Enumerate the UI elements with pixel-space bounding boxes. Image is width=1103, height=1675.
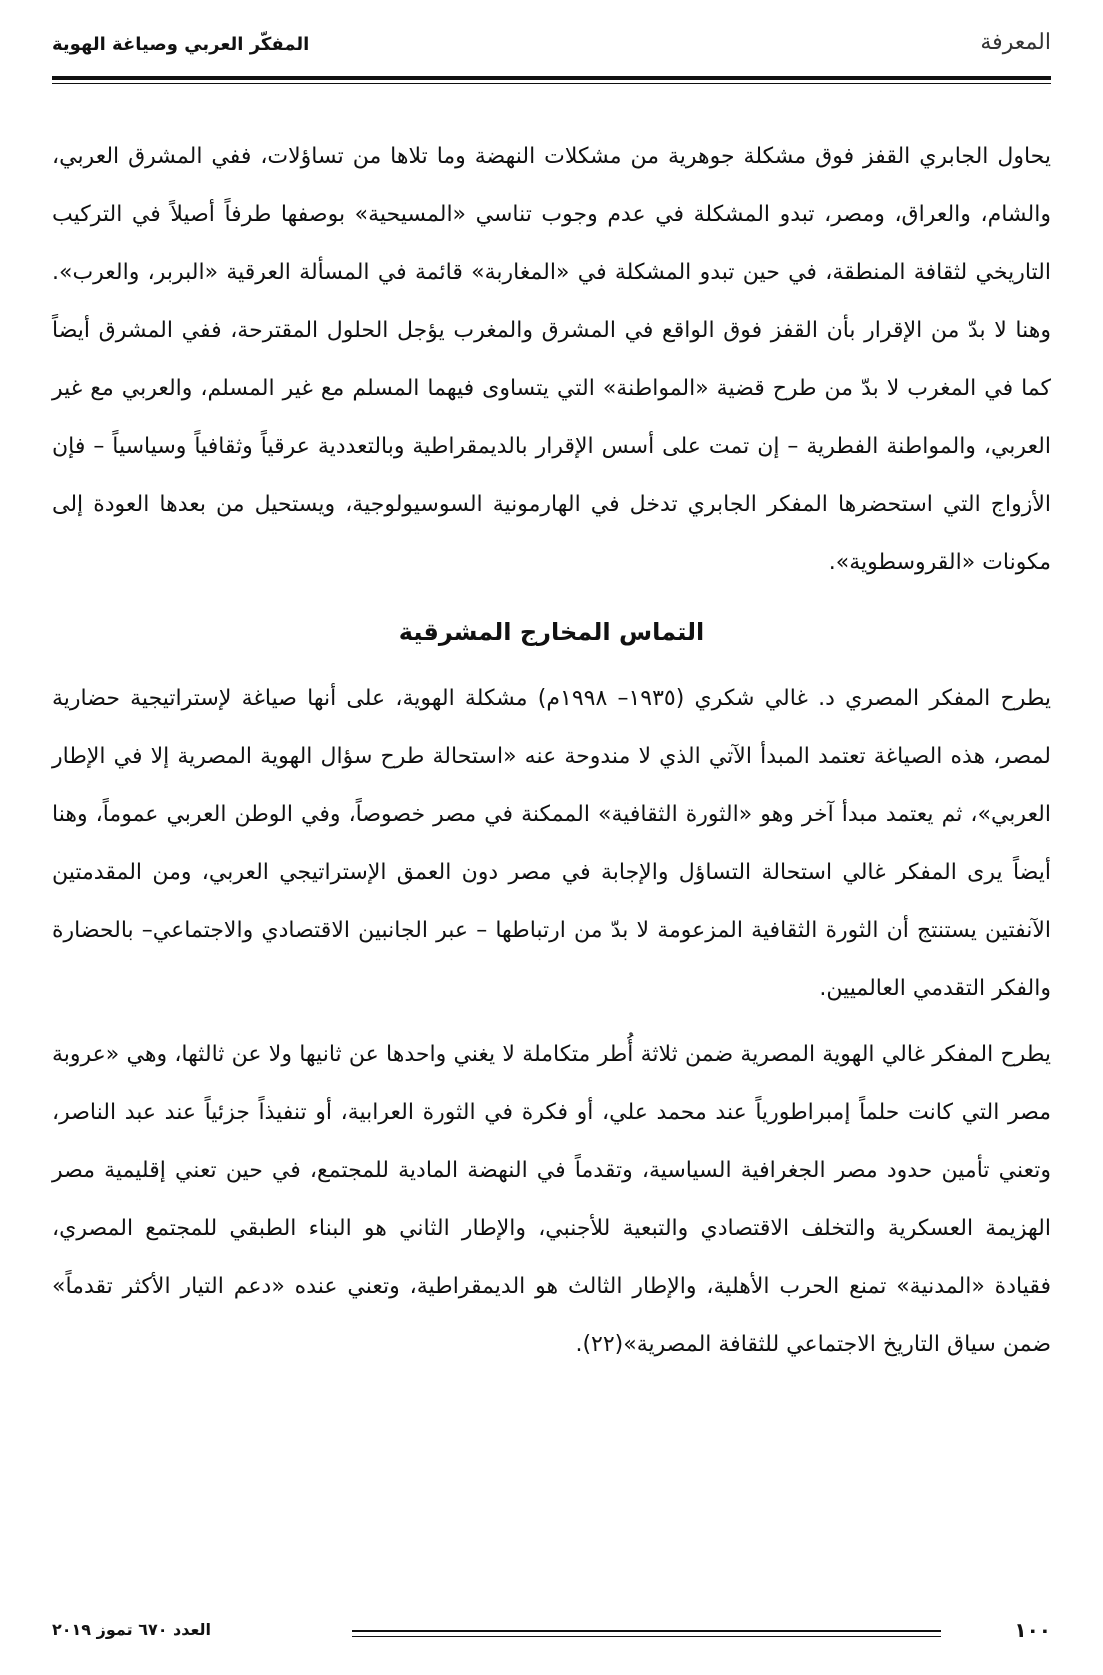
page-number: ١٠٠ [1014, 1618, 1051, 1642]
running-title: المفكّر العربي وصياغة الهوية [52, 34, 310, 55]
header-divider [52, 76, 1051, 80]
paragraph: يطرح المفكر المصري د. غالي شكري (١٩٣٥– ١٩٩٨م) مشكلة الهوية، على أنها صياغة لإستراتيجية حضارية لمصر، هذه الصياغة تعتمد المبدأ الآتي الذي لا مندوحة عنه «استحالة طرح سؤال الهوية المصرية إلا في الإطار العربي»، ثم يعتمد مبدأ آخر وهو «الثورة الثقافية» الممكنة في مصر خصوصاً، وفي الوطن العربي عموماً، وهنا أيضاً يرى المفكر غالي استحالة التساؤل والإجابة في مصر دون العمق الإستراتيجي العربي، ومن المقدمتين الآنفتين يستنتج أن الثورة الثقافية المزعومة لا بدّ من ارتباطها – عبر الجانبين الاقتصادي والاجتماعي– بالحضارة والفكر التقدمي العالميين. [52, 686, 1052, 1001]
footer-divider-thin [352, 1636, 941, 1637]
footer-divider [352, 1630, 941, 1632]
paragraph: يطرح المفكر غالي الهوية المصرية ضمن ثلاثة أُطر متكاملة لا يغني واحدها عن ثانيها ولا عن ثالثها، وهي «عروبة مصر التي كانت حلماً إمبراطورياً عند محمد علي، أو فكرة في الثورة العرابية، أو تنفيذاً جزئياً عند عبد الناصر، وتعني تأمين حدود مصر الجغرافية السياسية، وتقدماً في النهضة المادية للمجتمع، في حين تعني إقليمية مصر الهزيمة العسكرية والتخلف الاقتصادي والتبعية للأجنبي، والإطار الثاني هو البناء الطبقي للمجتمع المصري، فقيادة «المدنية» تمنع الحرب الأهلية، والإطار الثالث هو الديمقراطية، وتعني عنده «دعم التيار الأكثر تقدماً» ضمن سياق التاريخ الاجتماعي للثقافة المصرية»(٢٢). [52, 1042, 1051, 1357]
section-heading: التماس المخارج المشرقية [398, 618, 705, 646]
journal-logo: المعرفة [980, 30, 1051, 55]
page-footer [52, 1618, 1051, 1648]
header-divider-thin [52, 83, 1051, 84]
paragraph: يحاول الجابري القفز فوق مشكلة جوهرية من مشكلات النهضة وما تلاها من تساؤلات، ففي المشرق العربي، والشام، والعراق، ومصر، تبدو المشكلة في عدم وجوب تناسي «المسيحية» بوصفها طرفاً أصيلاً في التركيب التاريخي لثقافة المنطقة، في حين تبدو المشكلة في «المغاربة» قائمة في المسألة العرقية «البربر، والعرب». وهنا لا بدّ من الإقرار بأن القفز فوق الواقع في المشرق والمغرب يؤجل الحلول المقترحة، ففي المشرق أيضاً كما في المغرب لا بدّ من طرح قضية «المواطنة» التي يتساوى فيهما المسلم مع غير المسلم، والعربي مع غير العربي، والمواطنة الفطرية – إن تمت على أسس الإقرار بالديمقراطية وبالتعددية عرقياً وثقافياً وسياسياً – فإن الأزواج التي استحضرها المفكر الجابري تدخل في الهارمونية السوسيولوجية، ويستحيل من بعدها العودة إلى مكونات «القروسطوية». [52, 144, 1051, 575]
article-body [52, 128, 1051, 1374]
issue-info: العدد ٦٧٠ تموز ٢٠١٩ [52, 1620, 212, 1639]
page-header [52, 28, 1051, 72]
